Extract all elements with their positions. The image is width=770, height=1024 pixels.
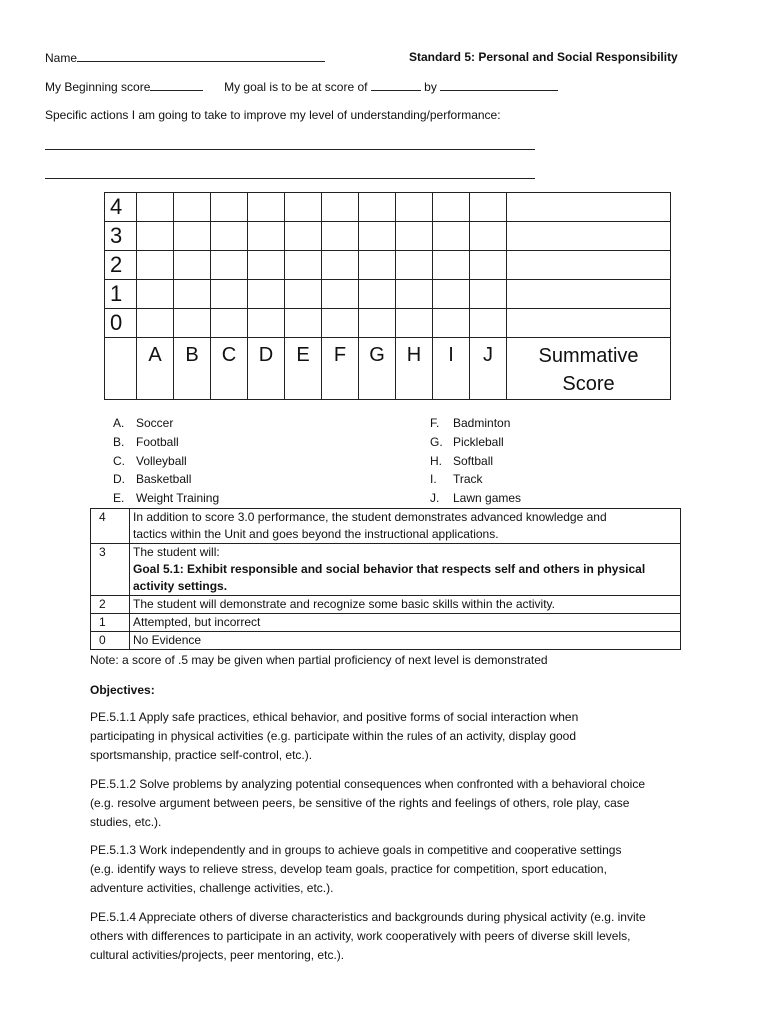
activity-name: Basketball bbox=[136, 472, 192, 487]
activity-list-left bbox=[113, 414, 219, 508]
rubric-row bbox=[91, 632, 681, 650]
objective-line: (e.g. resolve argument between peers, be sensitive of the rights and feelings of others, role play, case bbox=[90, 795, 630, 810]
grid-cell[interactable] bbox=[285, 222, 322, 251]
grid-score-label: 4 bbox=[105, 193, 137, 222]
grid-cell[interactable] bbox=[433, 222, 470, 251]
activity-list-item bbox=[113, 433, 219, 452]
goal-text-line: Goal 5.1: Exhibit responsible and social behavior that respects self and others in physical bbox=[133, 562, 646, 576]
grid-cell[interactable] bbox=[174, 280, 211, 309]
grid-cell[interactable] bbox=[359, 251, 396, 280]
objective-line: sportsmanship, practice self-control, etc.). bbox=[90, 747, 313, 762]
grid-cell[interactable] bbox=[248, 309, 285, 338]
rubric-text-line: tactics within the Unit and goes beyond the instructional applications. bbox=[133, 527, 499, 541]
grid-cell[interactable] bbox=[174, 251, 211, 280]
grid-activity-letter: I bbox=[433, 338, 470, 400]
summative-cell[interactable] bbox=[507, 280, 671, 309]
grid-cell[interactable] bbox=[433, 309, 470, 338]
beginning-score-label: My Beginning score bbox=[45, 80, 151, 94]
grid-cell[interactable] bbox=[211, 251, 248, 280]
grid-letter-row bbox=[105, 338, 671, 400]
goal-score-blank[interactable] bbox=[371, 79, 421, 91]
rubric-row bbox=[91, 596, 681, 614]
objective-line: (e.g. identify ways to relieve stress, develop team goals, practice for competition, sport education, bbox=[90, 861, 607, 876]
grid-cell[interactable] bbox=[322, 251, 359, 280]
activity-list-item bbox=[113, 489, 219, 508]
objective-line: cultural activities/projects, peer mentoring, etc.). bbox=[90, 947, 345, 962]
goal-date-blank[interactable] bbox=[440, 79, 558, 91]
activity-list-item bbox=[113, 470, 219, 489]
objective-line: PE.5.1.2 Solve problems by analyzing potential consequences when confronted with a behavioral choice bbox=[90, 777, 646, 791]
grid-activity-letter: D bbox=[248, 338, 285, 400]
grid-score-row bbox=[105, 280, 671, 309]
actions-label: Specific actions I am going to take to improve my level of understanding/performance: bbox=[45, 108, 501, 122]
grid-cell[interactable] bbox=[248, 251, 285, 280]
grid-cell[interactable] bbox=[396, 251, 433, 280]
grid-activity-letter: F bbox=[322, 338, 359, 400]
grid-cell[interactable] bbox=[470, 251, 507, 280]
rubric-description: The student will demonstrate and recognize some basic skills within the activity. bbox=[130, 596, 681, 614]
grid-cell[interactable] bbox=[359, 222, 396, 251]
rubric-score: 1 bbox=[91, 614, 130, 632]
grid-cell[interactable] bbox=[285, 309, 322, 338]
actions-line-2[interactable] bbox=[45, 178, 535, 179]
activity-name: Weight Training bbox=[136, 491, 220, 506]
activity-list-item bbox=[113, 414, 219, 433]
grid-cell[interactable] bbox=[137, 309, 174, 338]
grid-cell[interactable] bbox=[396, 280, 433, 309]
grid-cell[interactable] bbox=[174, 309, 211, 338]
rubric-text-line: In addition to score 3.0 performance, the student demonstrates advanced knowledge and bbox=[133, 510, 607, 524]
grid-cell[interactable] bbox=[285, 280, 322, 309]
by-label: by bbox=[424, 80, 437, 94]
grid-cell[interactable] bbox=[137, 193, 174, 222]
grid-cell[interactable] bbox=[322, 280, 359, 309]
grid-cell[interactable] bbox=[248, 280, 285, 309]
grid-activity-letter: H bbox=[396, 338, 433, 400]
grid-cell[interactable] bbox=[322, 222, 359, 251]
grid-cell[interactable] bbox=[137, 251, 174, 280]
summative-cell[interactable] bbox=[507, 193, 671, 222]
grid-score-label: 1 bbox=[105, 280, 137, 309]
grid-cell[interactable] bbox=[433, 251, 470, 280]
grid-score-row bbox=[105, 222, 671, 251]
grid-score-row bbox=[105, 309, 671, 338]
objective-item bbox=[90, 841, 690, 897]
beginning-score-blank[interactable] bbox=[150, 79, 203, 91]
grid-cell[interactable] bbox=[433, 280, 470, 309]
grid-activity-letter: C bbox=[211, 338, 248, 400]
rubric-score: 3 bbox=[91, 544, 130, 596]
rubric-description: Attempted, but incorrect bbox=[130, 614, 681, 632]
activity-name: Volleyball bbox=[136, 453, 187, 468]
grid-cell[interactable] bbox=[322, 193, 359, 222]
grid-activity-letter: A bbox=[137, 338, 174, 400]
objective-line: PE.5.1.1 Apply safe practices, ethical behavior, and positive forms of social interaction when bbox=[90, 710, 579, 724]
goal-label: My goal is to be at score of bbox=[224, 80, 368, 94]
grid-score-label: 3 bbox=[105, 222, 137, 251]
grid-cell[interactable] bbox=[211, 309, 248, 338]
grid-cell[interactable] bbox=[359, 280, 396, 309]
objective-line: PE.5.1.4 Appreciate others of diverse characteristics and backgrounds during physical activity (e.g. invite bbox=[90, 910, 646, 924]
objective-item bbox=[90, 908, 690, 964]
activity-letter: A. bbox=[113, 416, 125, 430]
grid-score-label: 0 bbox=[105, 309, 137, 338]
activity-name: Softball bbox=[453, 453, 494, 468]
activity-name: Pickleball bbox=[453, 434, 504, 449]
activity-list-right bbox=[430, 414, 521, 508]
grid-score-label: 2 bbox=[105, 251, 137, 280]
grid-cell[interactable] bbox=[211, 222, 248, 251]
grid-cell[interactable] bbox=[174, 193, 211, 222]
objective-item bbox=[90, 775, 690, 831]
activity-name: Lawn games bbox=[453, 491, 522, 506]
rubric-score: 2 bbox=[91, 596, 130, 614]
activity-letter: C. bbox=[113, 453, 125, 468]
activity-name: Football bbox=[136, 434, 179, 449]
objective-item bbox=[90, 708, 690, 764]
activity-name: Soccer bbox=[136, 416, 174, 430]
grid-activity-letter: J bbox=[470, 338, 507, 400]
grid-activity-letter: B bbox=[174, 338, 211, 400]
summative-cell[interactable] bbox=[507, 222, 671, 251]
rubric-score: 4 bbox=[91, 509, 130, 544]
activity-letter: B. bbox=[113, 434, 125, 449]
objective-line: PE.5.1.3 Work independently and in groups to achieve goals in competitive and cooperative settings bbox=[90, 843, 622, 857]
grid-cell[interactable] bbox=[470, 222, 507, 251]
objectives-heading: Objectives: bbox=[90, 683, 155, 697]
standard-title: Standard 5: Personal and Social Responsibility bbox=[409, 50, 678, 64]
name-blank[interactable] bbox=[77, 50, 325, 62]
summative-cell[interactable] bbox=[507, 309, 671, 338]
rubric-table bbox=[90, 508, 681, 650]
grid-cell[interactable] bbox=[470, 280, 507, 309]
grid-cell[interactable] bbox=[285, 251, 322, 280]
rubric-description bbox=[130, 544, 681, 596]
summative-cell[interactable] bbox=[507, 251, 671, 280]
rubric-score: 0 bbox=[91, 632, 130, 650]
actions-line-1[interactable] bbox=[45, 149, 535, 150]
summative-label-line: Summative bbox=[538, 345, 639, 367]
activity-letter: J. bbox=[430, 491, 440, 506]
grid-cell[interactable] bbox=[285, 193, 322, 222]
score-goal-line bbox=[45, 79, 558, 94]
rubric-description bbox=[130, 509, 681, 544]
grid-cell[interactable] bbox=[137, 280, 174, 309]
activity-list-item bbox=[430, 414, 521, 433]
summative-label-line: Score bbox=[562, 373, 615, 395]
rubric-row bbox=[91, 614, 681, 632]
activity-list-item bbox=[430, 433, 521, 452]
activity-name: Track bbox=[453, 472, 483, 487]
objective-line: participating in physical activities (e.g. participate within the rules of an activity, display good bbox=[90, 728, 577, 743]
activity-list-item bbox=[430, 470, 521, 489]
grid-cell[interactable] bbox=[433, 193, 470, 222]
activity-list-item bbox=[113, 452, 219, 471]
grid-cell[interactable] bbox=[248, 222, 285, 251]
rubric-description: No Evidence bbox=[130, 632, 681, 650]
objective-line: others with differences to participate in an activity, work cooperatively with peers of diverse skill levels, bbox=[90, 928, 631, 943]
grid-score-row bbox=[105, 193, 671, 222]
grid-cell[interactable] bbox=[174, 222, 211, 251]
summative-score-label bbox=[507, 338, 671, 400]
grid-cell[interactable] bbox=[322, 309, 359, 338]
grid-cell[interactable] bbox=[211, 280, 248, 309]
grid-cell[interactable] bbox=[396, 222, 433, 251]
name-line bbox=[45, 50, 325, 65]
grid-cell[interactable] bbox=[359, 193, 396, 222]
grid-cell[interactable] bbox=[137, 222, 174, 251]
rubric-text-line: The student will: bbox=[133, 545, 220, 559]
activity-list-item bbox=[430, 489, 521, 508]
activity-letter: H. bbox=[430, 453, 442, 468]
rubric-row bbox=[91, 509, 681, 544]
grid-activity-letter: G bbox=[359, 338, 396, 400]
objective-line: adventure activities, challenge activities, etc.). bbox=[90, 880, 334, 895]
objective-line: studies, etc.). bbox=[90, 814, 162, 829]
activity-letter: I. bbox=[430, 472, 437, 487]
grid-cell[interactable] bbox=[470, 193, 507, 222]
activity-letter: F. bbox=[430, 416, 440, 430]
note-text: Note: a score of .5 may be given when partial proficiency of next level is demonstrated bbox=[90, 653, 548, 667]
activity-letter: D. bbox=[113, 472, 125, 487]
goal-text-line: activity settings. bbox=[133, 579, 228, 593]
grid-cell[interactable] bbox=[248, 193, 285, 222]
activity-letter: G. bbox=[430, 434, 443, 449]
grid-cell[interactable] bbox=[359, 309, 396, 338]
grid-corner-cell bbox=[105, 338, 137, 400]
activity-letter: E. bbox=[113, 491, 125, 506]
name-label: Name bbox=[45, 51, 78, 65]
grid-cell[interactable] bbox=[396, 309, 433, 338]
grid-cell[interactable] bbox=[470, 309, 507, 338]
grid-cell[interactable] bbox=[396, 193, 433, 222]
activity-name: Badminton bbox=[453, 416, 511, 430]
score-grid bbox=[104, 192, 671, 400]
rubric-row bbox=[91, 544, 681, 596]
grid-activity-letter: E bbox=[285, 338, 322, 400]
grid-score-row bbox=[105, 251, 671, 280]
activity-list-item bbox=[430, 452, 521, 471]
grid-cell[interactable] bbox=[211, 193, 248, 222]
